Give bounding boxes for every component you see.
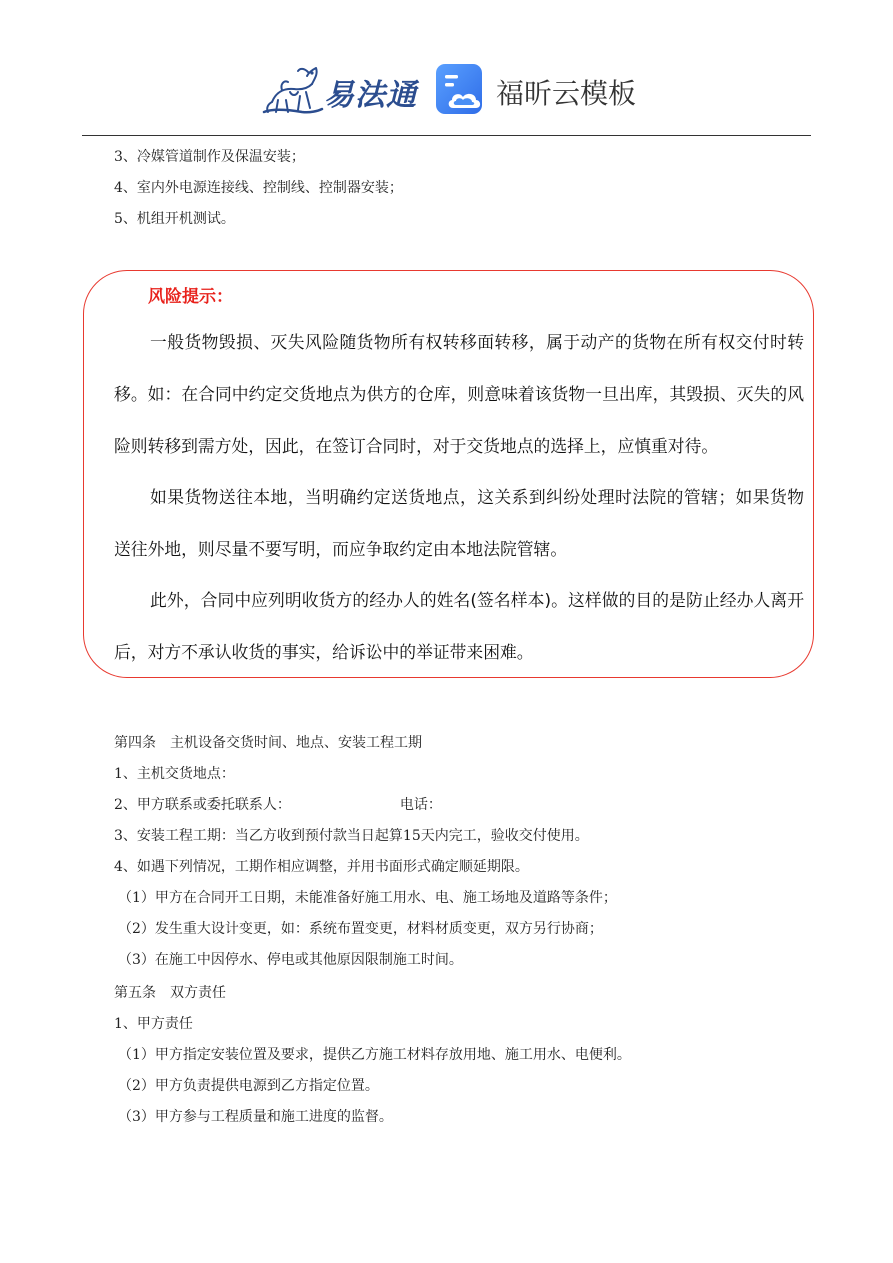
fuxin-logo-text: 福昕云模板 (496, 77, 637, 110)
qilin-logo-icon (262, 62, 324, 116)
yifatong-logo-text: 易法通 (324, 78, 417, 113)
risk-paragraph-2: 如果货物送往本地，当明确约定送货地点，这关系到纠纷处理时法院的管辖；如果货物送往外地，则尽量不要写明，而应争取约定由本地法院管辖。 (114, 487, 804, 559)
list-item-3: 3、冷媒管道制作及保温安装； (114, 149, 305, 165)
article-4-item-1: 1、主机交货地点： (114, 766, 235, 782)
article-4-item-4: 4、如遇下列情况，工期作相应调整，并用书面形式确定顺延期限。 (114, 859, 529, 875)
article-5-heading: 第五条 双方责任 (114, 985, 226, 1001)
article-5-sub-1: （1）甲方指定安装位置及要求，提供乙方施工材料存放用地、施工用水、电便利。 (118, 1047, 631, 1063)
article-4-sub-3: （3）在施工中因停水、停电或其他原因限制施工时间。 (118, 952, 463, 968)
article-4-heading: 第四条 主机设备交货时间、地点、安装工程工期 (114, 735, 422, 751)
article-5-sub-2: （2）甲方负责提供电源到乙方指定位置。 (118, 1078, 379, 1094)
fuxin-logo (436, 64, 636, 120)
risk-paragraph-3: 此外，合同中应列明收货方的经办人的姓名(签名样本)。这样做的目的是防止经办人离开后，对方不承认收货的事实，给诉讼中的举证带来困难。 (114, 590, 804, 662)
article-4-sub-2: （2）发生重大设计变更，如：系统布置变更，材料材质变更，双方另行协商； (118, 921, 603, 937)
contact-person-label: 2、甲方联系或委托联系人： (114, 797, 291, 813)
yifatong-logo (262, 62, 417, 118)
list-item-4: 4、室内外电源连接线、控制线、控制器安装； (114, 180, 403, 196)
article-4-item-3: 3、安装工程工期：当乙方收到预付款当日起算15天内完工，验收交付使用。 (114, 828, 589, 844)
list-item-5: 5、机组开机测试。 (114, 211, 235, 227)
article-4-item-2 (114, 794, 442, 814)
risk-paragraph-1: 一般货物毁损、灭失风险随货物所有权转移面转移，属于动产的货物在所有权交付时转移。如：在合同中约定交货地点为供方的仓库，则意味着该货物一旦出库，其毁损、灭失的风险则转移到需方处，因此，在签订合同时，对于交货地点的选择上，应慎重对待。 (114, 332, 804, 456)
cloud-document-icon (436, 64, 488, 116)
article-5-item-1: 1、甲方责任 (114, 1016, 193, 1032)
article-4-sub-1: （1）甲方在合同开工日期，未能准备好施工用水、电、施工场地及道路等条件； (118, 890, 617, 906)
header-divider (82, 135, 811, 136)
article-5-sub-3: （3）甲方参与工程质量和施工进度的监督。 (118, 1109, 393, 1125)
page-header (0, 0, 893, 136)
risk-notice-title: 风险提示： (148, 287, 233, 307)
phone-label: 电话： (399, 797, 442, 813)
